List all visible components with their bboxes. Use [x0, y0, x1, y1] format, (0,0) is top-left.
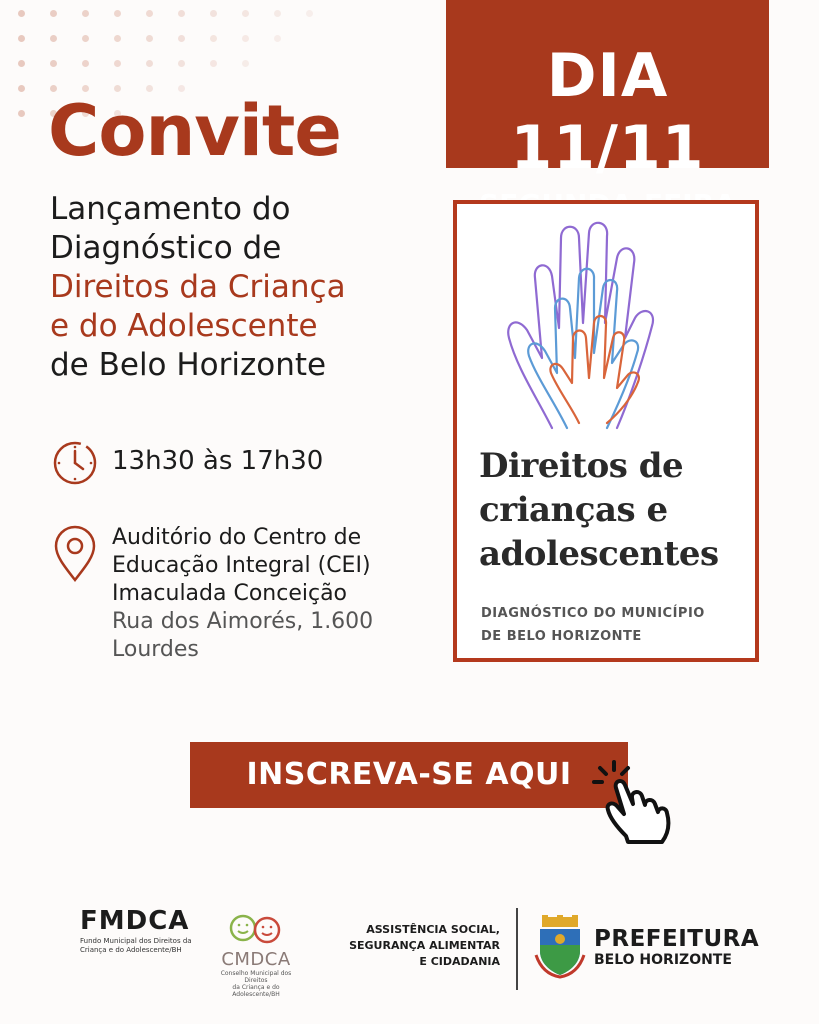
cmdca-logo [220, 912, 292, 998]
logo-title-line: Direitos de [479, 446, 684, 486]
assistencia-social-logo [338, 922, 500, 970]
bh-coat-of-arms-icon [534, 915, 586, 979]
event-title [50, 190, 346, 385]
decorative-dot [18, 10, 25, 17]
clock-icon [50, 438, 100, 488]
title-line: Lançamento do [50, 191, 291, 227]
decorative-dot [306, 10, 313, 17]
decorative-dot [210, 60, 217, 67]
logo-title [479, 444, 759, 576]
footer-divider [516, 908, 518, 990]
decorative-dot [242, 35, 249, 42]
logo-subtitle [481, 602, 751, 648]
fmdca-logo [80, 905, 192, 955]
decorative-dot [50, 60, 57, 67]
decorative-dot [82, 10, 89, 17]
date-banner [446, 0, 769, 183]
title-highlight-line: e do Adolescente [50, 308, 318, 344]
cmdca-faces-icon [226, 912, 286, 946]
decorative-dot [114, 60, 121, 67]
decorative-dot [146, 60, 153, 67]
fmdca-name: Fundo Municipal dos Direitos da [80, 937, 192, 945]
decorative-dot [178, 60, 185, 67]
address-line: Lourdes [112, 637, 199, 662]
decorative-dot [82, 60, 89, 67]
cmdca-name: Conselho Municipal dos Direitos [220, 970, 292, 984]
decorative-dot [82, 35, 89, 42]
cmdca-acronym: CMDCA [221, 949, 291, 970]
assistencia-line: SEGURANÇA ALIMENTAR [349, 939, 500, 952]
logo-title-line: adolescentes [479, 534, 719, 574]
assistencia-line: ASSISTÊNCIA SOCIAL, [366, 923, 500, 936]
decorative-dot [146, 10, 153, 17]
hand-pointer-icon[interactable] [592, 758, 682, 848]
prefeitura-line1: PREFEITURA [594, 926, 760, 952]
decorative-dot [50, 35, 57, 42]
fmdca-name: Criança e do Adolescente/BH [80, 946, 182, 954]
location-line: Educação Integral (CEI) [112, 553, 371, 578]
cmdca-name: da Criança e do Adolescente/BH [232, 984, 280, 998]
decorative-dot [114, 10, 121, 17]
event-date: DIA 11/11 [510, 41, 705, 183]
decorative-dot [178, 35, 185, 42]
title-line: Diagnóstico de [50, 230, 282, 266]
assistencia-line: E CIDADANIA [419, 955, 500, 968]
location-text [112, 524, 373, 664]
decorative-dot [178, 10, 185, 17]
prefeitura-logo [594, 926, 759, 968]
time-text: 13h30 às 17h30 [112, 446, 324, 476]
decorative-dot [114, 35, 121, 42]
logo-subtitle-line: DIAGNÓSTICO DO MUNICÍPIO [481, 606, 705, 621]
location-line: Auditório do Centro de [112, 525, 362, 550]
decorative-dot [210, 10, 217, 17]
decorative-dot [242, 60, 249, 67]
decorative-dot [18, 60, 25, 67]
prefeitura-line2: BELO HORIZONTE [594, 952, 732, 968]
title-line: de Belo Horizonte [50, 347, 327, 383]
decorative-dot [50, 10, 57, 17]
page-title: Convite [48, 90, 341, 172]
decorative-dot [18, 85, 25, 92]
register-button[interactable]: INSCREVA-SE AQUI [190, 742, 628, 808]
fmdca-acronym: FMDCA [80, 906, 190, 936]
decorative-dot [274, 35, 281, 42]
logo-title-line: crianças e [479, 490, 668, 530]
logo-subtitle-line: DE BELO HORIZONTE [481, 629, 642, 644]
decorative-dot [210, 35, 217, 42]
diagnostic-logo [453, 200, 759, 662]
event-time [50, 438, 323, 488]
location-pin-icon [50, 524, 100, 584]
decorative-dot [146, 35, 153, 42]
decorative-dot [18, 110, 25, 117]
decorative-dot [18, 35, 25, 42]
title-highlight-line: Direitos da Criança [50, 269, 346, 305]
address-line: Rua dos Aimorés, 1.600 [112, 609, 374, 634]
decorative-dot [274, 10, 281, 17]
hands-illustration [497, 218, 717, 433]
location-line: Imaculada Conceição [112, 581, 348, 606]
decorative-dot [242, 10, 249, 17]
event-location [50, 524, 373, 664]
